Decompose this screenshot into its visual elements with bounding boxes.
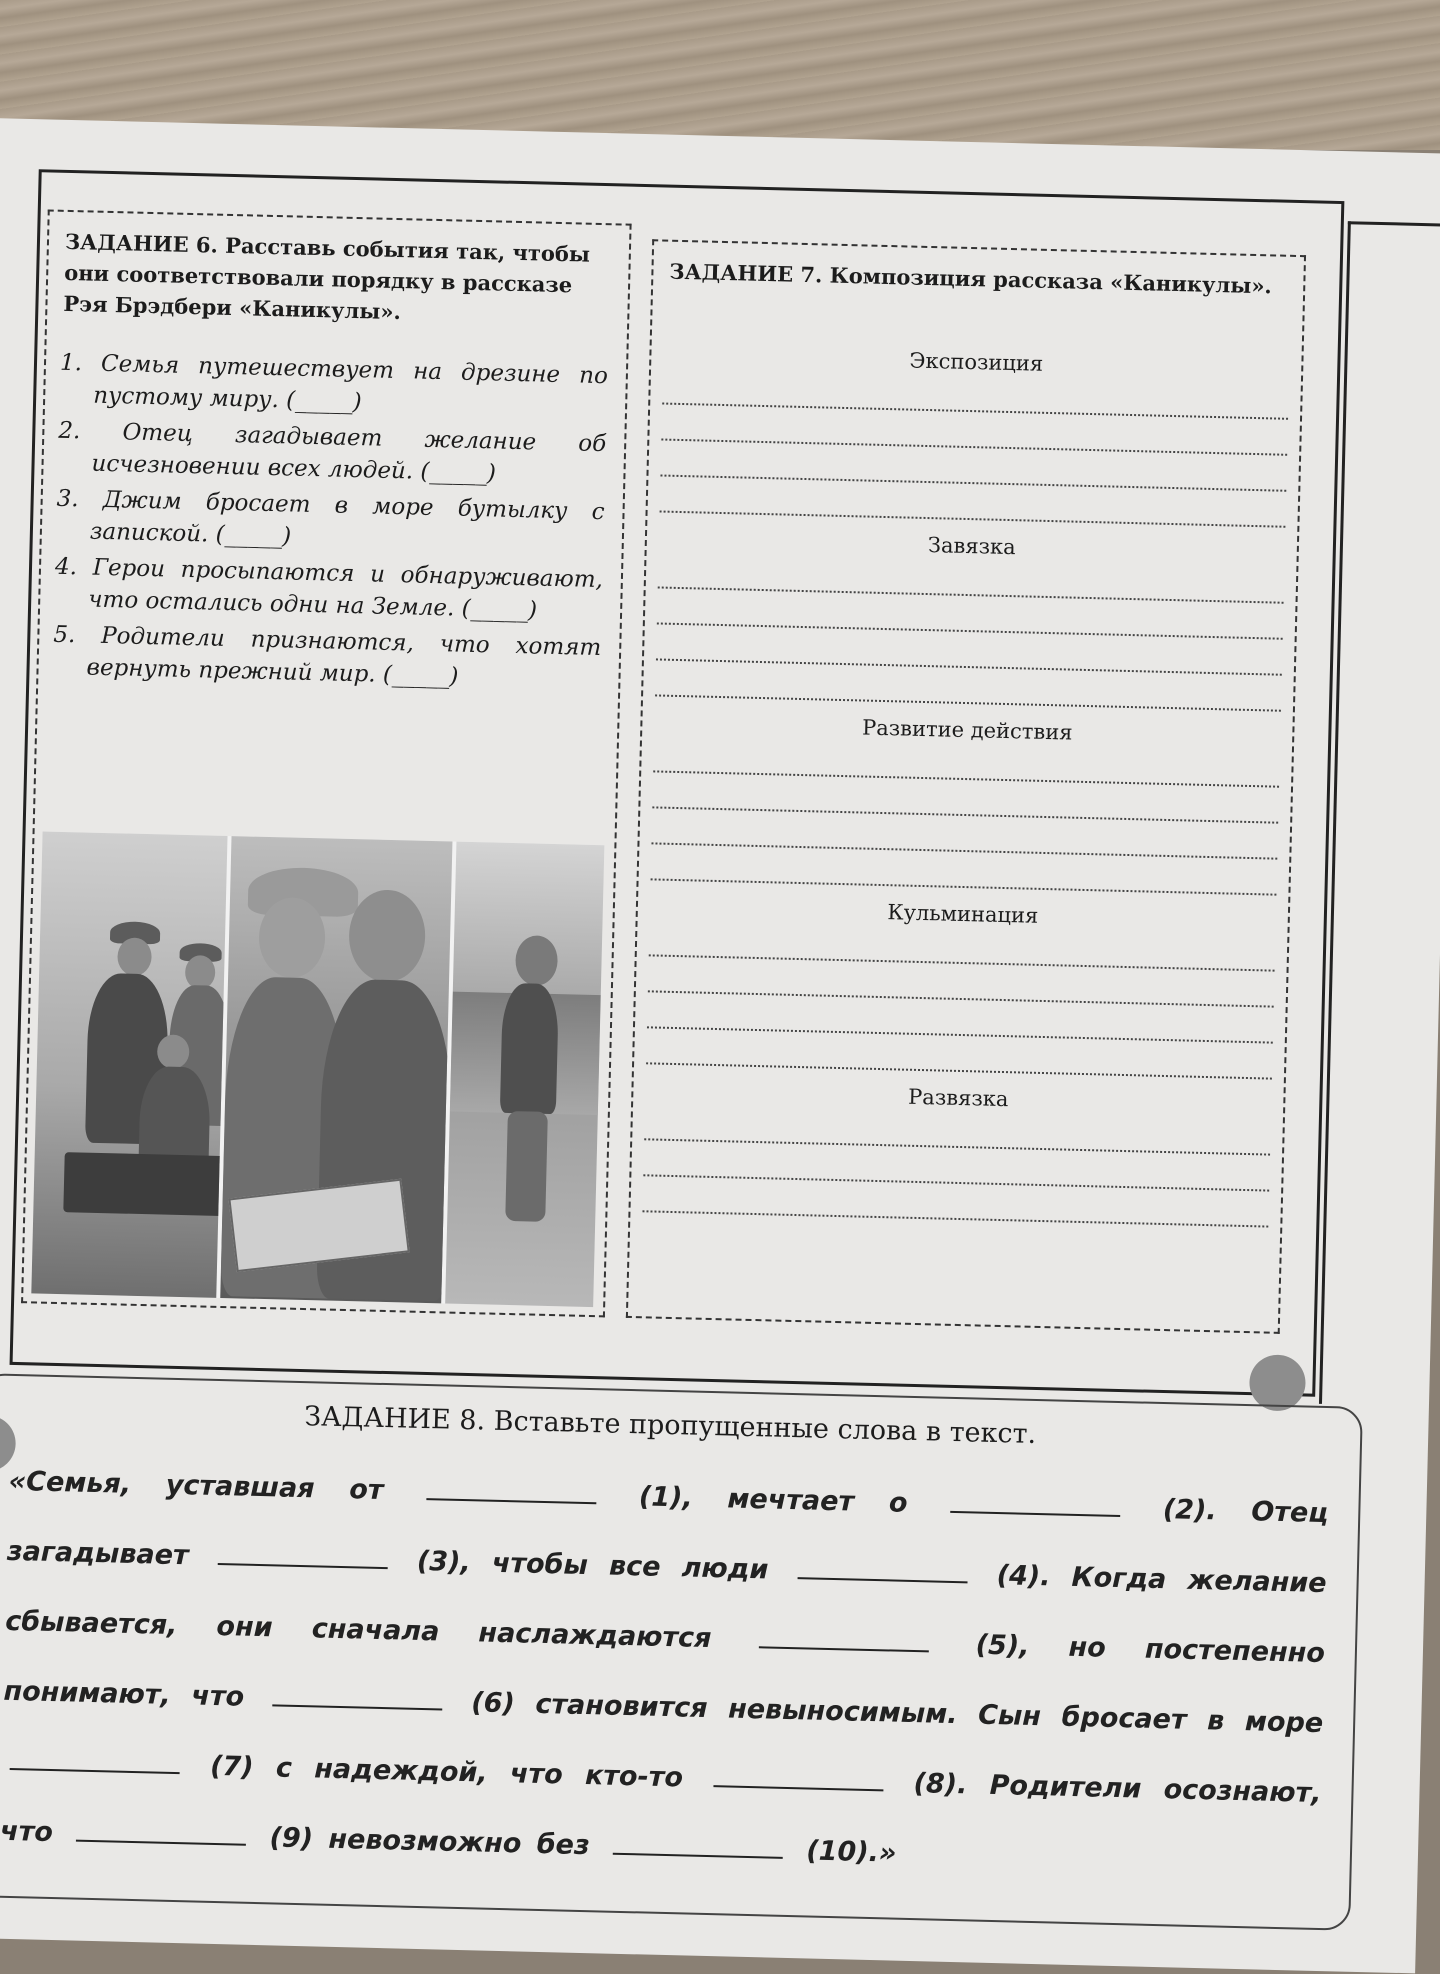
section-setup-label: Завязка xyxy=(927,533,1017,560)
task6-item: 5. Родители признаются, что хотят вернуть прежний мир. (_____) xyxy=(53,621,602,690)
task7-box xyxy=(626,239,1306,1334)
blank-field[interactable] xyxy=(426,1472,597,1504)
blank-field[interactable] xyxy=(713,1759,884,1791)
text-segment: (1), мечтает о xyxy=(638,1481,908,1519)
blank-field[interactable] xyxy=(273,1678,444,1710)
composition-sections xyxy=(630,286,1302,1228)
story-illustration xyxy=(31,831,604,1307)
quote-decoration-icon xyxy=(1249,1354,1306,1411)
illustration-family-handcar xyxy=(31,831,227,1297)
illustration-parents-reading xyxy=(220,836,453,1303)
blank-field[interactable] xyxy=(797,1551,968,1583)
blank-field[interactable] xyxy=(758,1620,929,1652)
text-segment: (7) с надеждой, что кто-то xyxy=(209,1750,684,1794)
task8-title: ЗАДАНИЕ 8. Вставьте пропущенные слова в текст. xyxy=(304,1401,1037,1450)
text-segment: (6) становится невыносимым. Сын бросает в море xyxy=(471,1687,1324,1740)
task6-item: 4. Герои просыпаются и обнаруживают, что остались одни на Земле. (_____) xyxy=(54,553,604,624)
section-resolution-label: Развязка xyxy=(907,1084,1009,1112)
blank-field[interactable] xyxy=(76,1814,247,1846)
task8-box xyxy=(0,1373,1363,1931)
worksheet-page xyxy=(0,118,1440,1973)
task6-title: ЗАДАНИЕ 6. Расставь события так, чтобы они соответствовали порядку в рассказе Рэя Брэдбери «Каникулы». xyxy=(63,228,591,325)
task6-item: 2. Отец загадывает желание об исчезновении всех людей. (_____) xyxy=(58,417,607,487)
blank-field[interactable] xyxy=(950,1485,1121,1517)
task6-item: 1. Семья путешествует на дрезине по пустому миру. (_____) xyxy=(59,349,609,416)
task6-item: 3. Джим бросает в море бутылку с запиской. (_____) xyxy=(56,485,605,550)
text-segment: (2). Отец загадывает xyxy=(6,1494,1329,1572)
blank-field[interactable] xyxy=(10,1742,181,1774)
text-segment: (4). Когда желание сбывается, они сначала наслаждаются xyxy=(4,1560,1327,1655)
task8-fill-in-text xyxy=(0,1447,1329,1899)
illustration-boy-at-sea xyxy=(445,842,604,1307)
text-segment: (5), но постепенно понимают, что xyxy=(3,1629,1326,1713)
blank-field[interactable] xyxy=(218,1537,389,1569)
task6-list xyxy=(52,347,608,696)
section-exposition-label: Экспозиция xyxy=(909,348,1044,376)
task6-box xyxy=(21,209,632,1317)
text-segment: (8). Родители осознают, что xyxy=(0,1768,1322,1849)
text-segment: «Семья, уставшая от xyxy=(8,1465,384,1507)
text-segment: (3), чтобы все люди xyxy=(416,1545,769,1586)
text-segment: (9) невозможно без xyxy=(269,1822,591,1862)
section-climax-label: Кульминация xyxy=(887,900,1039,928)
task7-title: ЗАДАНИЕ 7. Композиция рассказа «Каникулы». xyxy=(669,258,1273,299)
text-segment: (10).» xyxy=(805,1835,897,1869)
blank-field[interactable] xyxy=(613,1827,784,1859)
section-rising-action-label: Развитие действия xyxy=(861,715,1073,745)
